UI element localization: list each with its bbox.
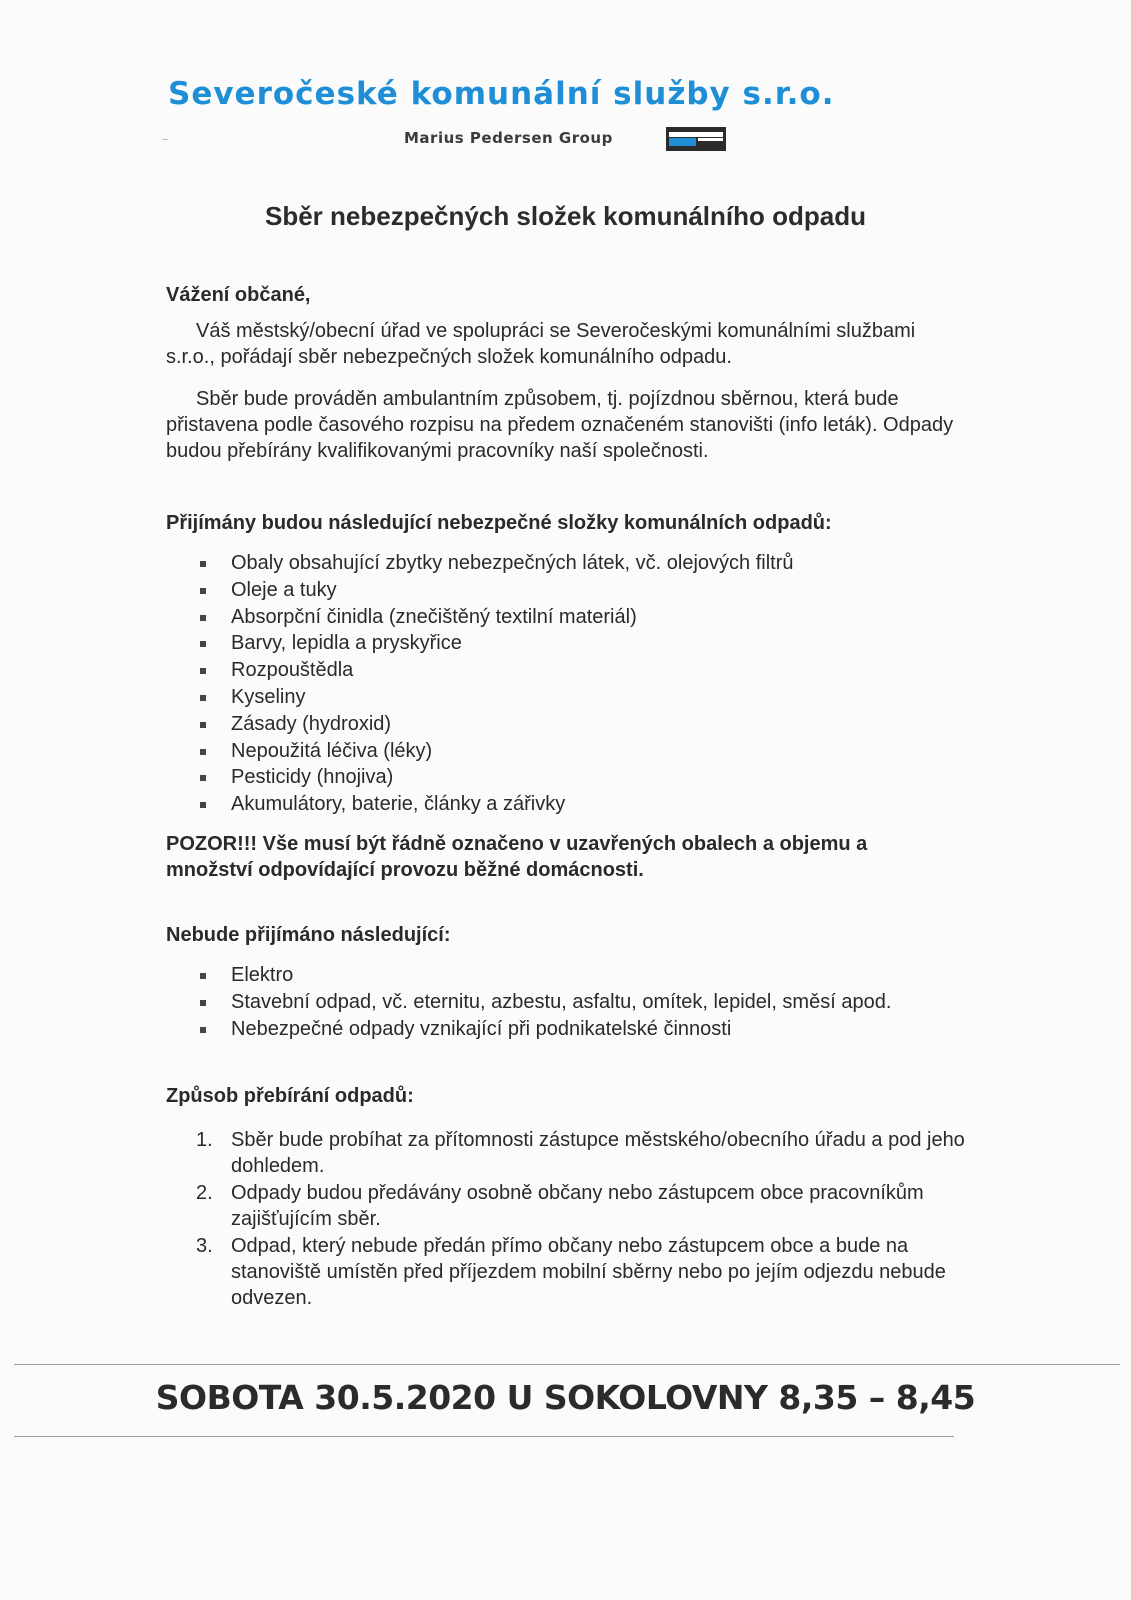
scan-speck: ⁻ — [162, 134, 169, 148]
event-banner: SOBOTA 30.5.2020 U SOKOLOVNY 8,35 – 8,45 — [155, 1378, 976, 1417]
list-item: Obaly obsahující zbytky nebezpečných látek, vč. olejových filtrů — [166, 550, 794, 577]
list-item: Rozpouštědla — [166, 657, 794, 684]
list-item: Absorpční činidla (znečištěný textilní materiál) — [166, 604, 794, 631]
list-item: Kyseliny — [166, 684, 794, 711]
step-text: Odpady budou předávány osobně občany nebo zástupcem obce pracovníkům zajišťujícím sběr. — [231, 1182, 924, 1230]
step-number: 3. — [196, 1235, 213, 1257]
procedure-step — [166, 1180, 986, 1232]
list-item: Barvy, lepidla a pryskyřice — [166, 630, 794, 657]
list-item: Elektro — [166, 962, 891, 989]
procedure-list — [166, 1127, 986, 1312]
list-item: Zásady (hydroxid) — [166, 711, 794, 738]
accepted-heading: Přijímány budou následující nebezpečné složky komunálních odpadů: — [166, 512, 832, 534]
warning-notice: POZOR!!! Vše musí být řádně označeno v uzavřených obalech a objemu a množství odpovídající provozu běžné domácnosti. — [166, 833, 868, 881]
marius-pedersen-logo — [666, 127, 726, 151]
list-item: Stavební odpad, vč. eternitu, azbestu, asfaltu, omítek, lepidel, směsí apod. — [166, 989, 891, 1016]
rejected-list — [166, 962, 891, 1042]
step-number: 2. — [196, 1182, 213, 1204]
list-item: Akumulátory, baterie, články a zářivky — [166, 791, 794, 818]
step-number: 1. — [196, 1129, 213, 1151]
intro-paragraph-1: Váš městský/obecní úřad ve spolupráci se Severočeskými komunálními službami s.r.o., pořádají sběr nebezpečných složek komunálního odpadu. — [166, 320, 916, 368]
accepted-list — [166, 550, 794, 818]
salutation: Vážení občané, — [166, 284, 311, 306]
rejected-heading: Nebude přijímáno následující: — [166, 924, 451, 946]
list-item: Nepoužitá léčiva (léky) — [166, 738, 794, 765]
group-name: Marius Pedersen Group — [404, 129, 613, 147]
list-item: Nebezpečné odpady vznikající při podnikatelské činnosti — [166, 1016, 891, 1043]
step-text: Sběr bude probíhat za přítomnosti zástupce městského/obecního úřadu a pod jeho dohledem. — [231, 1129, 965, 1177]
banner-bottom-rule — [14, 1436, 954, 1437]
list-item: Oleje a tuky — [166, 577, 794, 604]
procedure-heading: Způsob přebírání odpadů: — [166, 1085, 414, 1107]
document-title: Sběr nebezpečných složek komunálního odpadu — [265, 201, 866, 231]
company-name: Severočeské komunální služby s.r.o. — [168, 76, 835, 112]
intro-paragraph-2: Sběr bude prováděn ambulantním způsobem, tj. pojízdnou sběrnou, která bude přistavena podle časového rozpisu na předem označeném stanovišti (info leták). Odpady budou přebírány kvalifikovanými pracovníky naší společnosti. — [166, 388, 954, 462]
list-item: Pesticidy (hnojiva) — [166, 764, 794, 791]
banner-top-rule — [14, 1364, 1120, 1365]
procedure-step — [166, 1127, 986, 1179]
procedure-step — [166, 1233, 986, 1311]
step-text: Odpad, který nebude předán přímo občany nebo zástupcem obce a bude na stanoviště umístěn před příjezdem mobilní sběrny nebo po jejím odjezdu nebude odvezen. — [231, 1235, 946, 1309]
